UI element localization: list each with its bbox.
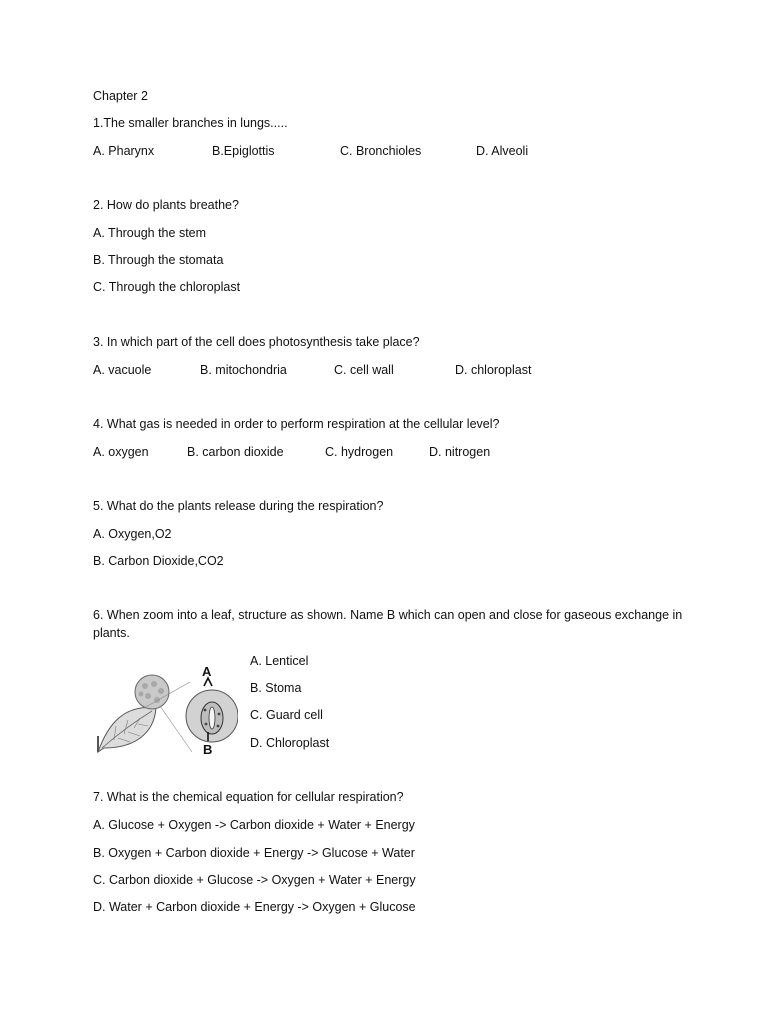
q3-option-a: A. vacuole — [93, 363, 152, 377]
q1-option-d: D. Alveoli — [476, 144, 529, 158]
chapter-title: Chapter 2 — [93, 89, 148, 103]
label-a: A — [202, 664, 212, 679]
question-2: 2. How do plants breathe? — [93, 198, 239, 212]
q7-option-d: D. Water + Carbon dioxide + Energy -> Oxygen + Glucose — [93, 900, 416, 914]
q3-option-b: B. mitochondria — [200, 363, 287, 377]
q2-option-c: C. Through the chloroplast — [93, 280, 241, 294]
question-3: 3. In which part of the cell does photosynthesis take place? — [93, 335, 420, 349]
question-1: 1.The smaller branches in lungs..... — [93, 116, 288, 130]
leaf-icon — [98, 707, 156, 752]
cell-zoom-circle — [135, 675, 169, 709]
q6-option-d: D. Chloroplast — [250, 736, 330, 750]
q2-option-a: A. Through the stem — [93, 226, 207, 240]
q7-option-c: C. Carbon dioxide + Glucose -> Oxygen + Water + Energy — [93, 873, 416, 887]
arrow-up-icon — [204, 678, 212, 686]
label-b: B — [203, 742, 213, 756]
q6-option-b: B. Stoma — [250, 681, 302, 695]
question-7: 7. What is the chemical equation for cellular respiration? — [93, 790, 404, 804]
q3-option-d: D. chloroplast — [455, 363, 532, 377]
q5-option-b: B. Carbon Dioxide,CO2 — [93, 554, 224, 568]
q4-option-d: D. nitrogen — [429, 445, 491, 459]
q3-option-c: C. cell wall — [334, 363, 394, 377]
leaf-stoma-illustration — [94, 664, 238, 756]
q4-option-b: B. carbon dioxide — [187, 445, 284, 459]
question-4: 4. What gas is needed in order to perform respiration at the cellular level? — [93, 417, 500, 431]
q5-option-a: A. Oxygen,O2 — [93, 527, 172, 541]
stoma-zoom-circle — [186, 690, 238, 742]
question-6: 6. When zoom into a leaf, structure as shown. Name B which can open and close for gaseous exchange in plants. — [93, 608, 683, 640]
q7-option-b: B. Oxygen + Carbon dioxide + Energy -> Glucose + Water — [93, 846, 415, 860]
leaf-stoma-diagram — [94, 664, 238, 756]
q7-option-a: A. Glucose + Oxygen -> Carbon dioxide + Water + Energy — [93, 818, 415, 832]
q6-option-a: A. Lenticel — [250, 654, 309, 668]
question-5: 5. What do the plants release during the respiration? — [93, 499, 384, 513]
q1-option-b: B.Epiglottis — [212, 144, 275, 158]
q4-option-c: C. hydrogen — [325, 445, 394, 459]
q1-option-c: C. Bronchioles — [340, 144, 422, 158]
q1-option-a: A. Pharynx — [93, 144, 155, 158]
q2-option-b: B. Through the stomata — [93, 253, 224, 267]
q6-option-c: C. Guard cell — [250, 708, 323, 722]
q4-option-a: A. oxygen — [93, 445, 149, 459]
